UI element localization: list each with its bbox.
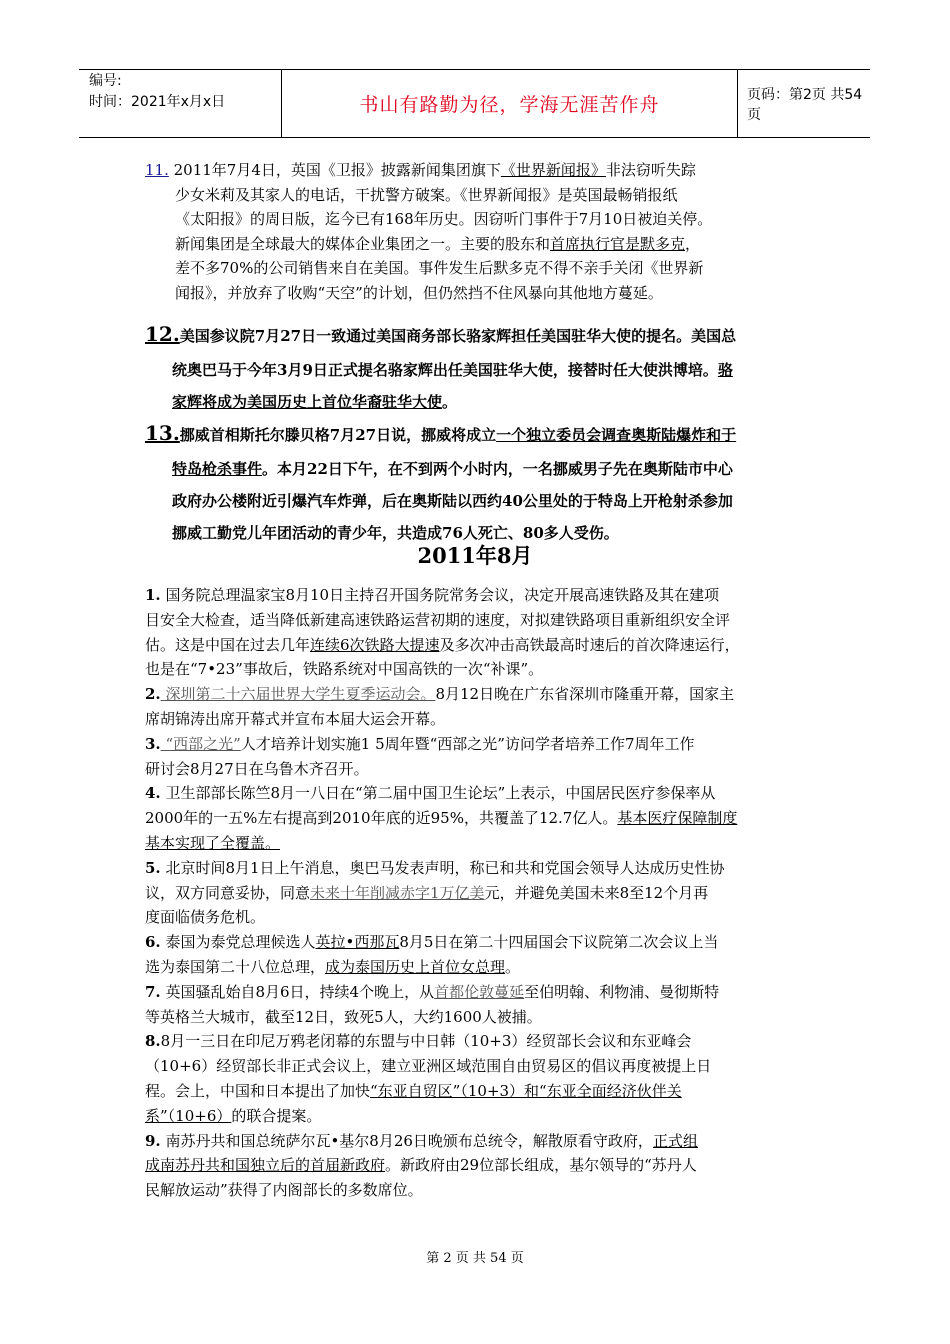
item-number: 9.	[145, 1131, 161, 1150]
august-item-1: 1. 国务院总理温家宝8月10日主持召开国务院常务会议，决定开展高速铁路及其在建项 目安全大检查，适当降低新建高速铁路运营初期的速度，对拟建铁路项目重新组织安全评 估。这是中国在过去几年连续6次铁路大提速及多次冲击高铁最高时速后的首次降速运行， 也是在“7•23”事故后，铁路系统对中国高铁的一次“补课”。	[145, 586, 740, 679]
august-item-8: 8.8月一三日在印尼万鸦老闭幕的东盟与中日韩（10+3）经贸部长会议和东亚峰会 （10+6）经贸部长非正式会议上，建立亚洲区域范围自由贸易区的倡议再度被提上日 程。会上，中国和日本提出了加快“东亚自贸区”（10+3）和“东亚全面经济伙伴关 系”（10+6）的联合提案。	[145, 1032, 712, 1125]
item-number: 7.	[145, 982, 161, 1001]
august-items	[145, 583, 740, 1203]
item-number: 5.	[145, 858, 161, 877]
august-item-9: 9. 南苏丹共和国总统萨尔瓦•基尔8月26日晚颁布总统令，解散原看守政府，正式组 成南苏丹共和国独立后的首届新政府。新政府由29位部长组成，基尔领导的“苏丹人 民解放运动”获得了内阁部长的多数席位。	[145, 1131, 698, 1200]
july-item-13: 13.挪威首相斯托尔滕贝格7月27日说，挪威将成立一个独立委员会调查奥斯陆爆炸和于 特岛枪杀事件。本月22日下午，在不到两个小时内，一名挪威男子先在奥斯陆市中心 政府办公楼附近引爆汽车炸弹，后在奥斯陆以西约40公里处的于特岛上开枪射杀参加 挪威工勤党儿年团活动的青少年，共造成76人死亡、80多人受伤。	[145, 421, 737, 542]
header-motto: 书山有路勤为径，学海无涯苦作舟	[281, 70, 738, 137]
august-item-6: 6. 泰国为泰党总理候选人英拉•西那瓦8月5日在第二十四届国会下议院第二次会议上当 选为泰国第二十八位总理，成为泰国历史上首位女总理。	[145, 933, 719, 976]
august-item-7: 7. 英国骚乱始自8月6日，持续4个晚上，从首都伦敦蔓延至伯明翰、利物浦、曼彻斯特 等英格兰大城市，截至12日，致死5人，大约1600人被捕。	[145, 982, 720, 1026]
item-number: 11.	[145, 161, 169, 179]
july-item-11: 11. 2011年7月4日，英国《卫报》披露新闻集团旗下《世界新闻报》非法窃听失踪 少女米莉及其家人的电话，干扰警方破案。《世界新闻报》是英国最畅销报纸 《太阳报》的周日版，迄今已有168年历史。因窃听门事件于7月10日被迫关停。 新闻集团是全球最大的媒体企业集团之一。主要的股东和首席执行官是默多克， 差不多70%的公司销售来自在美国。事件发生后默多克不得不亲手关闭《世界新 闻报》，并放弃了收购“天空”的计划，但仍然挡不住风暴向其他地方蔓延。	[145, 161, 713, 302]
item-number: 3.	[145, 734, 161, 753]
august-item-2: 2. 深圳第二十六届世界大学生夏季运动会。8月12日晚在广东省深圳市隆重开幕，国家主 席胡锦涛出席开幕式并宣布本届大运会开幕。	[145, 685, 735, 728]
august-item-3: 3. “西部之光”人才培养计划实施1 5周年暨“西部之光”访问学者培养工作7周年工作 研讨会8月27日在乌鲁木齐召开。	[145, 734, 695, 778]
page-footer: 第 2 页 共 54 页	[426, 1251, 524, 1266]
august-item-4: 4. 卫生部部长陈竺8月一八日在“第二届中国卫生论坛”上表示，中国居民医疗参保率从 2000年的一五%左右提高到2010年底的近95%，共覆盖了12.7亿人。基本医疗保障制度 基本实现了全覆盖。	[145, 784, 738, 852]
item-number: 13.	[145, 421, 180, 445]
month-heading: 2011年8月	[417, 543, 533, 568]
header-meta	[79, 70, 279, 137]
august-item-5: 5. 北京时间8月1日上午消息，奥巴马发表声明，称已和共和党国会领导人达成历史性协 议，双方同意妥协，同意未来十年削减赤字1万亿美元，并避免美国未来8至12个月再 度面临债务危机。	[145, 858, 725, 927]
item-number: 4.	[145, 784, 161, 803]
item-number: 8.	[145, 1032, 161, 1051]
code-label: 编号:	[89, 73, 122, 89]
item-number: 12.	[145, 322, 180, 346]
item-number: 6.	[145, 933, 161, 952]
time-label: 时间：2021年x月x日	[89, 94, 226, 110]
header-page-info: 页码：第2页 共54页	[747, 86, 863, 123]
item-number: 2.	[145, 685, 161, 704]
page-header	[79, 69, 870, 138]
item-number: 1.	[145, 586, 161, 604]
july-item-12: 12.美国参议院7月27日一致通过美国商务部长骆家辉担任美国驻华大使的提名。美国总 统奥巴马于今年3月9日正式提名骆家辉出任美国驻华大使，接替时任大使洪博培。骆 家辉将成为美国历史上首位华裔驻华大使。	[145, 322, 737, 411]
